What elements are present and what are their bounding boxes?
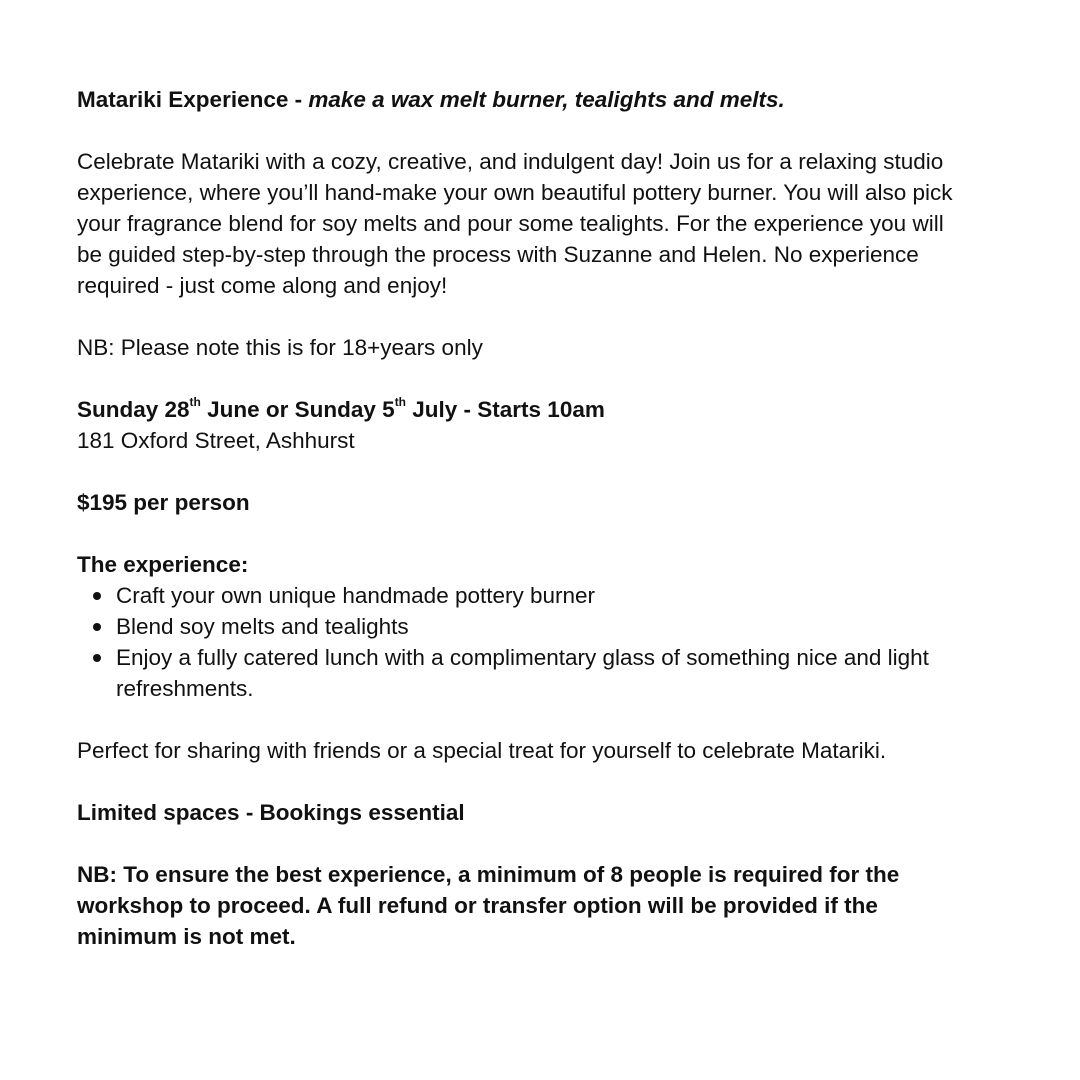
bullet-icon [93, 654, 101, 662]
event-description [77, 84, 1017, 952]
limited-spaces-note: Limited spaces - Bookings essential [77, 800, 465, 825]
list-item-text: Blend soy melts and tealights [116, 614, 409, 639]
experience-list [77, 580, 976, 704]
event-price: $195 per person [77, 490, 250, 515]
date-first: Sunday 28 [77, 397, 190, 422]
minimum-attendance-note: NB: To ensure the best experience, a minimum of 8 people is required for the workshop to proceed. A full refund or transfer option will be provided if the minimum is not met. [77, 862, 900, 949]
closing-paragraph: Perfect for sharing with friends or a special treat for yourself to celebrate Matariki. [77, 738, 887, 763]
date-tail: July - Starts 10am [406, 397, 605, 422]
event-dates [77, 394, 1017, 425]
date-first-suffix: th [189, 394, 201, 409]
list-item-text: Craft your own unique handmade pottery burner [116, 583, 596, 608]
experience-heading: The experience: [77, 552, 249, 577]
list-item [116, 642, 976, 704]
bullet-icon [93, 623, 101, 631]
bullet-icon [93, 592, 101, 600]
event-address: 181 Oxford Street, Ashhurst [77, 428, 355, 453]
event-title-tagline: make a wax melt burner, tealights and melts. [308, 87, 785, 112]
age-note: NB: Please note this is for 18+years only [77, 335, 483, 360]
intro-paragraph: Celebrate Matariki with a cozy, creative, and indulgent day! Join us for a relaxing studio experience, where you’ll hand-make your own beautiful pottery burner. You will also pick your fragrance blend for soy melts and pour some tealights. For the experience you will be guided step-by-step through the process with Suzanne and Helen. No experience required - just come along and enjoy! [77, 149, 953, 298]
date-middle: June or Sunday 5 [200, 397, 395, 422]
list-item [116, 580, 976, 611]
event-title-lead: Matariki Experience - [77, 87, 309, 112]
list-item-text: Enjoy a fully catered lunch with a complimentary glass of something nice and light refreshments. [116, 645, 929, 701]
event-title [77, 84, 1017, 115]
date-second-suffix: th [394, 394, 407, 409]
list-item [116, 611, 976, 642]
